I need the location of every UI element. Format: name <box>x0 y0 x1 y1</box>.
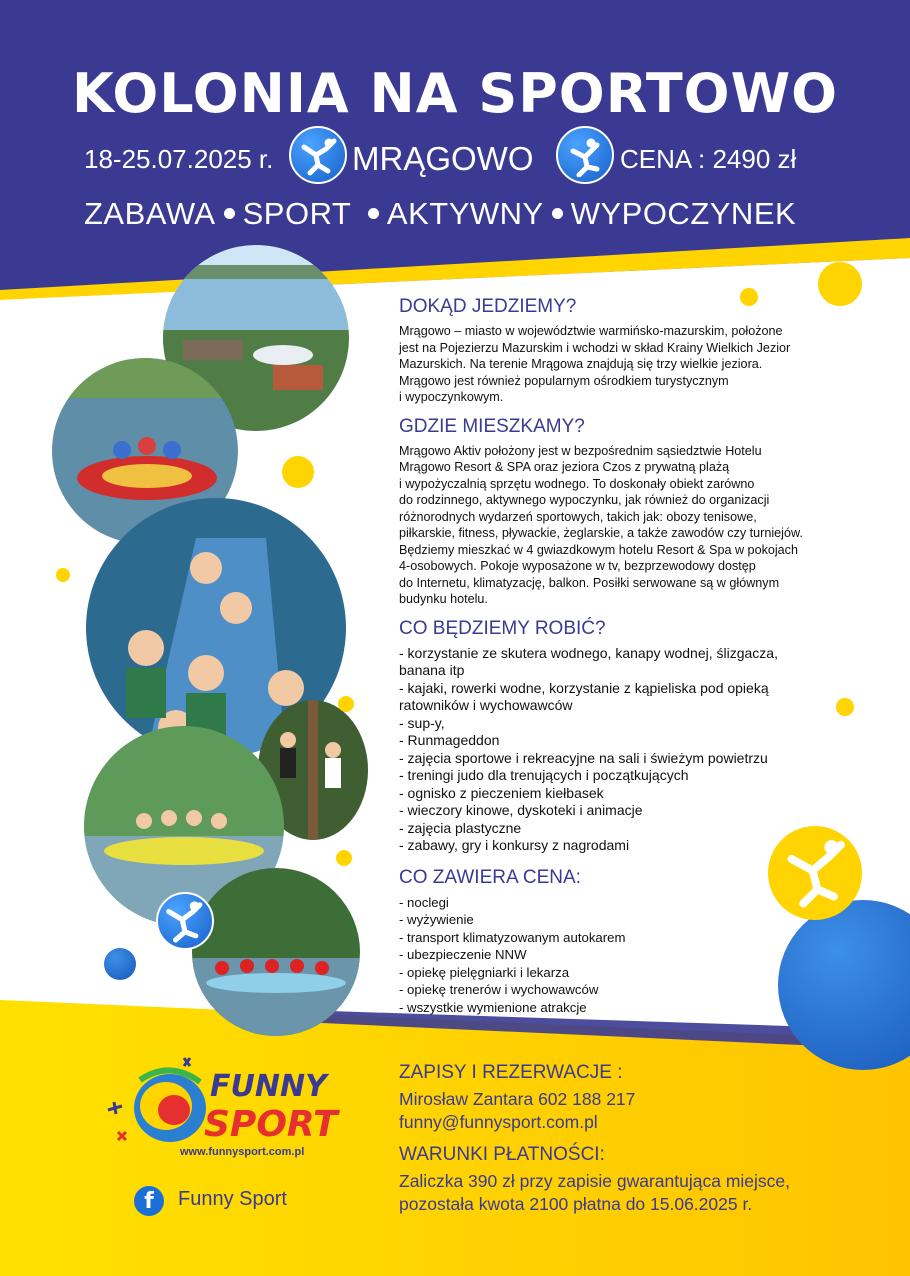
tagline <box>84 196 796 232</box>
list-item: - zabawy, gry i konkursy z nagrodami <box>399 837 630 853</box>
list-item: - ubezpieczenie NNW <box>399 947 527 962</box>
photo-group-kayaks <box>192 868 360 1036</box>
running-figure-icon <box>156 892 214 950</box>
decor-dot-yellow <box>336 850 352 866</box>
list-item: - zajęcia sportowe i rekreacyjne na sali i świeżym powietrzu <box>399 749 768 766</box>
list-item: - treningi judo dla trenujących i początkujących <box>399 767 689 783</box>
list-item: - Runmageddon <box>399 732 500 748</box>
decor-dot-yellow <box>338 696 354 712</box>
running-figure-icon <box>289 126 347 184</box>
decor-dot-yellow <box>56 568 70 582</box>
brand-block <box>100 1050 360 1250</box>
list-item: - sup-y, <box>399 714 445 731</box>
list-item: - ognisko z pieczeniem kiełbasek <box>399 784 604 801</box>
bullet-dot <box>224 208 235 219</box>
facebook-label: Funny Sport <box>178 1188 287 1210</box>
list-item: - wyżywienie <box>399 912 474 927</box>
logo-wordmark-2: SPORT <box>204 1104 338 1145</box>
contact-block <box>399 1062 879 1216</box>
tagline-word: WYPOCZYNEK <box>570 196 797 231</box>
price-includes-list <box>399 894 869 1017</box>
list-item: - wieczory kinowe, dyskoteki i animacje <box>399 802 643 818</box>
payment-text: pozostała kwota 2100 płatna do 15.06.2025 r. <box>399 1194 753 1214</box>
facebook-icon: f <box>134 1186 164 1216</box>
payment-text: Zaliczka 390 zł przy zapisie gwarantująca miejsce, <box>399 1171 790 1191</box>
list-item: - transport klimatyzowanym autokarem <box>399 929 626 945</box>
payment-title: WARUNKI PŁATNOŚCI: <box>399 1144 605 1165</box>
section-title: GDZIE MIESZKAMY? <box>399 415 585 437</box>
activities-list <box>399 645 869 855</box>
facebook-link[interactable] <box>134 1184 354 1218</box>
tagline-word: SPORT <box>242 196 351 231</box>
section-text: Mrągowo Aktiv położony jest w bezpośrednim sąsiedztwie Hotelu Mrągowo Resort & SPA oraz jeziora Czos z prywatną plażą i wypożyczalnią sprzętu wodnego. To doskonały obiekt zarówno do rodzinnego, aktywnego wypoczynku, jak również do organizacji różnorodnych wydarzeń sportowych, takich jak: obozy tenisowe, piłkarskie, fitness, pływackie, żeglarskie, a także zawodów czy turniejów. Będziemy mieszkać w 4 gwiazdkowym hotelu Resort & Spa w pokojach 4-osobowych. Pokoje wyposażone w tv, bezprzewodowy dostęp do Internetu, klimatyzację, balkon. Posiłki serwowane są w głównym budynku hotelu. <box>399 443 803 606</box>
list-item: - korzystanie ze skutera wodnego, kanapy wodnej, ślizgacza, banana itp <box>399 644 778 678</box>
page-title: KOLONIA NA SPORTOWO <box>71 62 839 125</box>
logo-wordmark-1: FUNNY <box>210 1069 327 1104</box>
contact-title: ZAPISY I REZERWACJE : <box>399 1062 623 1083</box>
tagline-word: AKTYWNY <box>386 196 544 231</box>
running-figure-icon <box>556 126 614 184</box>
event-price: CENA : 2490 zł <box>620 144 797 174</box>
website-url[interactable]: www.funnysport.com.pl <box>180 1146 305 1158</box>
list-item: - opiekę pielęgniarki i lekarza <box>399 964 570 980</box>
list-item: - wszystkie wymienione atrakcje <box>399 999 587 1015</box>
content-column <box>399 296 869 1016</box>
section-title: CO BĘDZIEMY ROBIĆ? <box>399 617 606 639</box>
list-item: - noclegi <box>399 894 449 910</box>
event-dates: 18-25.07.2025 r. <box>84 144 274 174</box>
tagline-word: ZABAWA <box>84 196 216 231</box>
section-title: CO ZAWIERA CENA: <box>399 866 581 888</box>
contact-phone[interactable]: Mirosław Zantara 602 188 217 <box>399 1089 636 1109</box>
decor-dot-blue <box>104 948 136 980</box>
bullet-dot <box>552 208 563 219</box>
list-item: - zajęcia plastyczne <box>399 819 522 836</box>
section-title: DOKĄD JEDZIEMY? <box>399 296 577 317</box>
event-info-line <box>0 132 910 188</box>
list-item: - kajaki, rowerki wodne, korzystanie z kąpieliska pod opieką ratowników i wychowawców <box>399 679 769 713</box>
contact-email[interactable]: funny@funnysport.com.pl <box>399 1112 598 1132</box>
bullet-dot <box>368 208 379 219</box>
list-item: - opiekę trenerów i wychowawców <box>399 982 599 997</box>
event-city: MRĄGOWO <box>352 140 534 177</box>
decor-dot-yellow <box>282 456 314 488</box>
section-text: Mrągowo – miasto w województwie warmińsko-mazurskim, położone jest na Pojezierzu Mazurskim i wchodzi w skład Krainy Wielkich Jezior Mazurskich. Na terenie Mrągowa znajdują się trzy wielkie jeziora. Mrągowo jest również popularnym ośrodkiem turystycznym i wypoczynkowym. <box>399 324 791 404</box>
